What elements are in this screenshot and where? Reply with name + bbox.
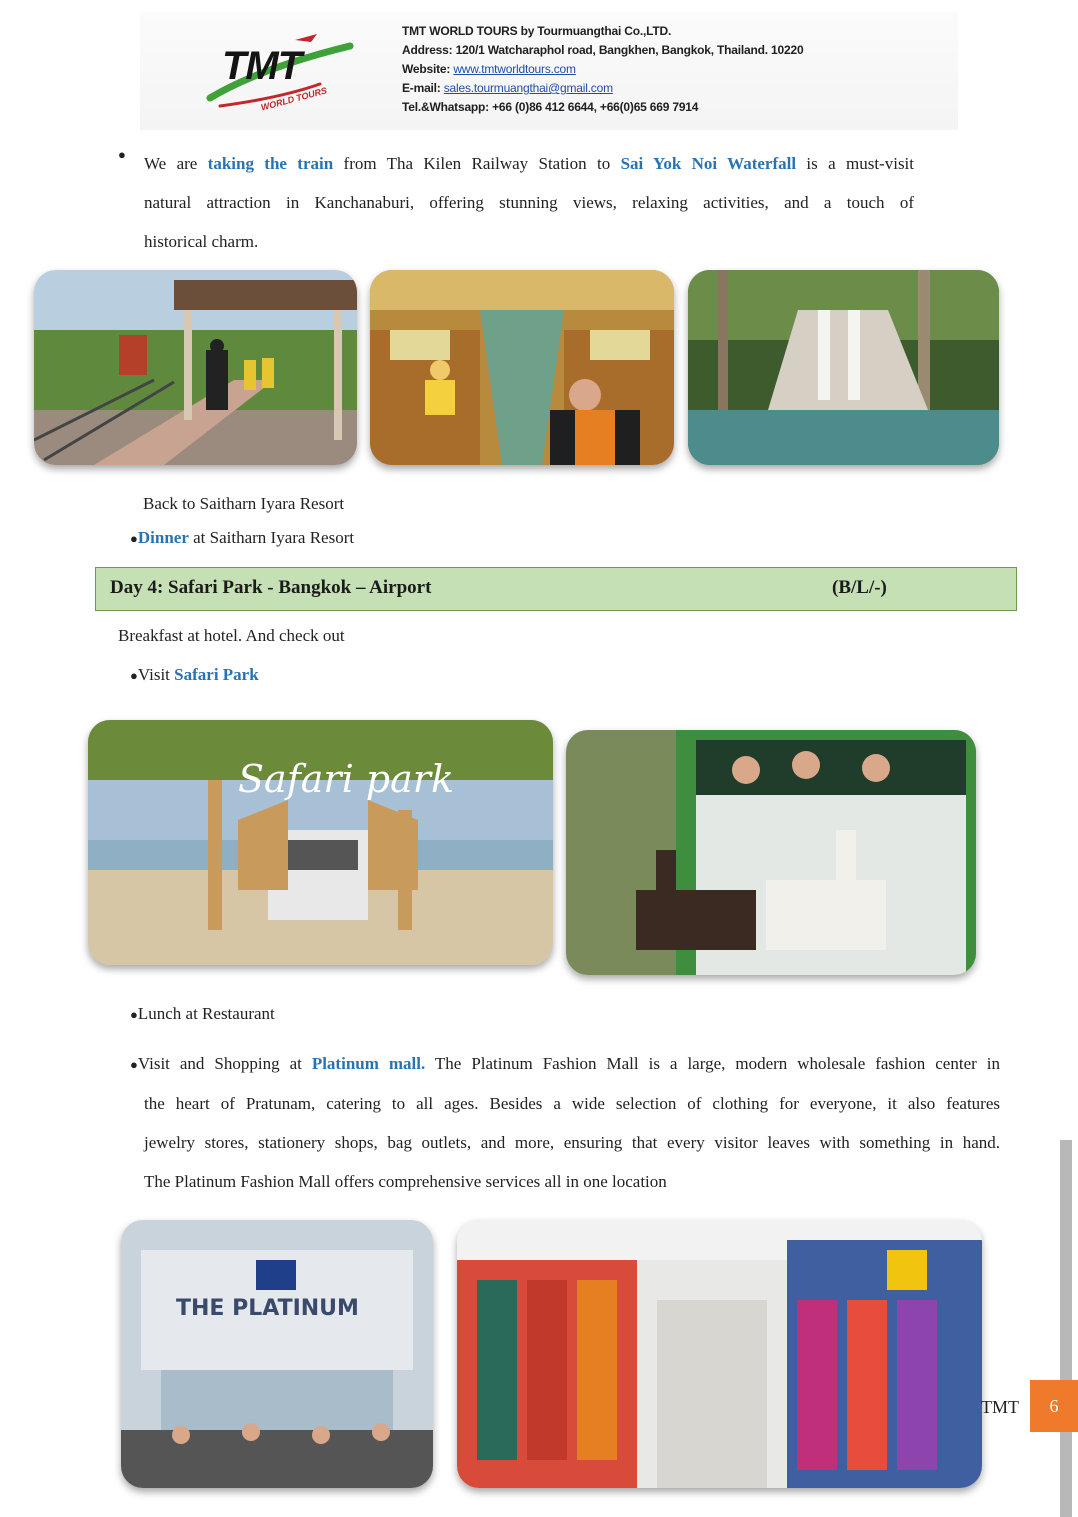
bullet-icon: ● [130, 531, 138, 546]
platinum-line-3: jewelry stores, stationery shops, bag outlets, and more, ensuring that every visitor leaves with something in hand. [144, 1133, 1000, 1152]
dinner-link[interactable]: Dinner [137, 528, 189, 547]
lunch-text: Lunch at Restaurant [137, 1004, 275, 1023]
address-value: 120/1 Watcharaphol road, Bangkhen, Bangkok, Thailand. 10220 [455, 43, 804, 57]
platinum-link[interactable]: Platinum mall. [311, 1054, 426, 1073]
day4-meals: (B/L/-) [832, 577, 887, 598]
bullet-icon: ● [118, 147, 126, 162]
dinner-item [130, 528, 354, 548]
company-info [402, 22, 872, 117]
company-name: TMT WORLD TOURS by Tourmuangthai Co.,LTD. [402, 24, 672, 38]
platinum-line-4: The Platinum Fashion Mall offers comprehensive services all in one location [144, 1172, 667, 1191]
visit-safari-text: Visit [137, 665, 175, 684]
day4-title: Day 4: Safari Park - Bangkok – Airport [110, 577, 432, 598]
visit-safari-item [130, 665, 259, 685]
platinum-prefix: Visit and Shopping at [137, 1054, 312, 1073]
train-line-3: historical charm. [144, 232, 259, 251]
bullet-icon: ● [130, 1007, 138, 1022]
day4-banner [95, 567, 1017, 611]
page-number-badge: 6 [1030, 1380, 1078, 1432]
website-label: Website: [402, 62, 451, 76]
page-edge-rule [1060, 1140, 1072, 1517]
email-link[interactable]: sales.tourmuangthai@gmail.com [443, 81, 613, 95]
waterfall-photo [688, 270, 999, 465]
website-link[interactable]: www.tmtworldtours.com [453, 62, 576, 76]
train-line-2: natural attraction in Kanchanaburi, offering stunning views, relaxing activities, and a touch of [144, 193, 914, 212]
logo-subtext: WORLD TOURS [259, 85, 328, 113]
safari-deer-photo [566, 730, 976, 975]
platinum-line-1 [130, 1044, 1000, 1084]
train-text-a: We are [144, 154, 208, 173]
phone-line [402, 98, 872, 117]
breakfast-line: Breakfast at hotel. And check out [118, 626, 345, 645]
dinner-text: at Saitharn Iyara Resort [188, 528, 355, 547]
train-link[interactable]: taking the train [207, 154, 334, 173]
train-line-1 [144, 144, 914, 183]
platinum-mall-photo [121, 1220, 433, 1488]
email-label: E-mail: [402, 81, 441, 95]
train-text-b: from Tha Kilen Railway Station to [333, 154, 621, 173]
train-paragraph [144, 144, 914, 261]
safari-caption: Safari park [238, 757, 454, 801]
back-to-resort: Back to Saitharn Iyara Resort [143, 494, 345, 513]
address-line [402, 41, 872, 60]
railway-station-photo [34, 270, 357, 465]
safari-giraffe-photo [88, 720, 553, 965]
train-text-c: is a must-visit [796, 154, 915, 173]
platinum-paragraph [130, 1044, 1000, 1201]
lunch-item [130, 1004, 275, 1024]
website-line [402, 60, 872, 79]
phone-label: Tel.&Whatsapp: [402, 100, 489, 114]
safari-park-link[interactable]: Safari Park [174, 665, 259, 684]
address-label: Address: [402, 43, 453, 57]
platinum-rest: The Platinum Fashion Mall is a large, modern wholesale fashion center in [425, 1054, 1000, 1073]
tmt-logo [200, 28, 360, 120]
bullet-icon: ● [130, 1057, 138, 1072]
email-line [402, 79, 872, 98]
phone-value: +66 (0)86 412 6644, +66(0)65 669 7914 [492, 100, 699, 114]
footer-brand: TMT [981, 1397, 1019, 1417]
logo-text: TMT [222, 44, 302, 88]
train-interior-photo [370, 270, 674, 465]
bullet-icon: ● [130, 668, 138, 683]
platinum-line-2: the heart of Pratunam, catering to all ages. Besides a wide selection of clothing for everyone, it also features [144, 1094, 1000, 1113]
waterfall-link[interactable]: Sai Yok Noi Waterfall [620, 154, 797, 173]
platinum-sign: THE PLATINUM [176, 1296, 359, 1321]
clothing-stalls-photo [457, 1220, 982, 1488]
